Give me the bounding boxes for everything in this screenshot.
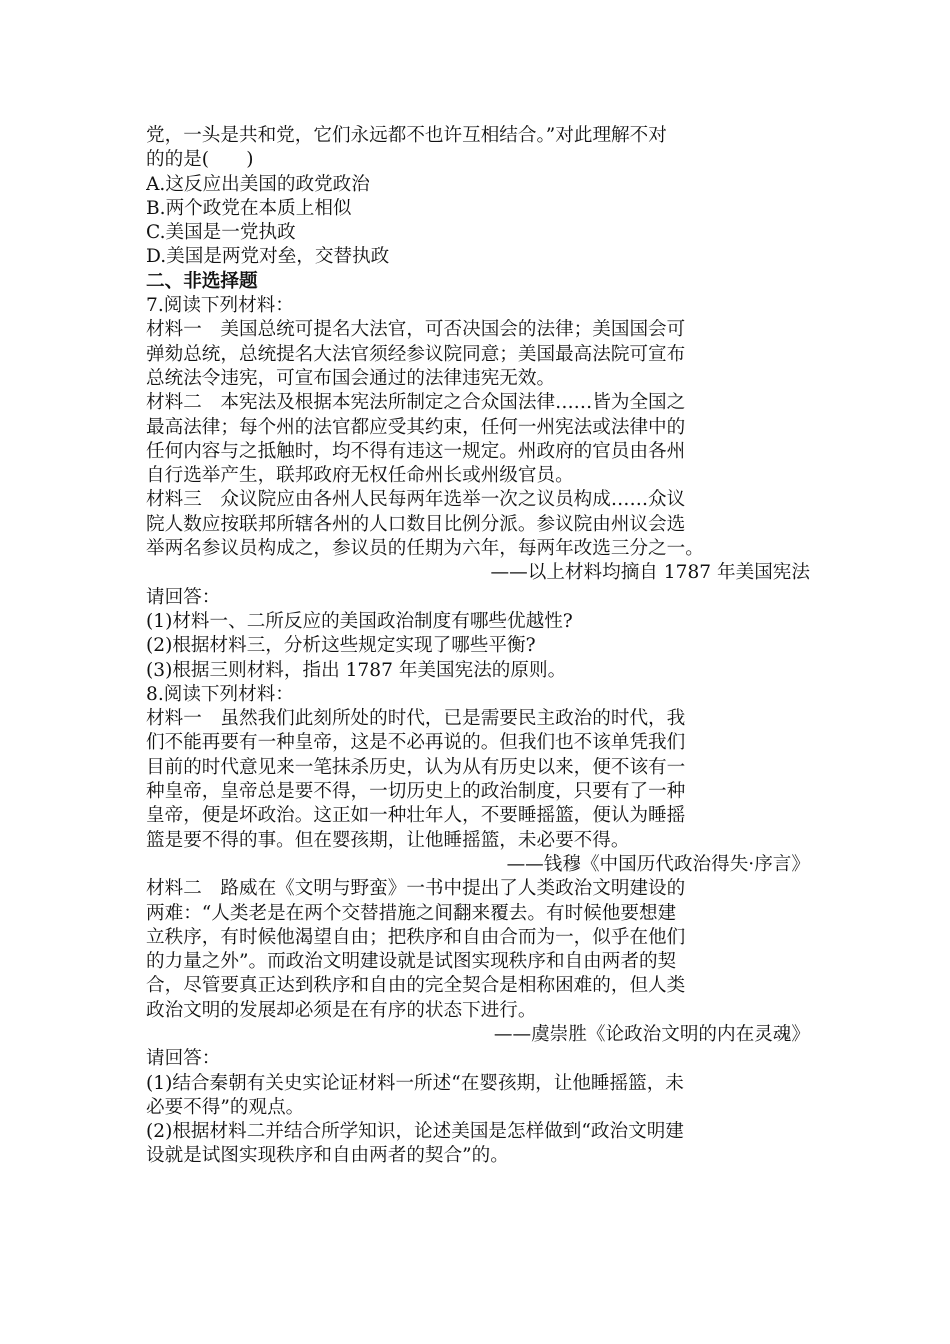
text-line: (3)根据三则材料，指出 1787 年美国宪法的原则。 <box>146 659 567 681</box>
text-line: 的的是( ) <box>146 149 254 171</box>
text-line: 自行选举产生，联邦政府无权任命州长或州级官员。 <box>146 465 574 487</box>
text-line: 任何内容与之抵触时，均不得有违这一规定。州政府的官员由各州 <box>146 440 686 462</box>
section-heading: 二、非选择题 <box>146 270 258 292</box>
text-line: (2)根据材料三，分析这些规定实现了哪些平衡? <box>146 635 536 657</box>
text-line: 总统法令违宪，可宣布国会通过的法律违宪无效。 <box>146 367 556 389</box>
text-line: 皇帝，便是坏政治。这正如一种壮年人，不要睡摇篮，便认为睡摇 <box>146 805 686 827</box>
text-line: 种皇帝，皇帝总是要不得，一切历史上的政治制度，只要有了一种 <box>146 781 686 803</box>
text-line: B.两个政党在本质上相似 <box>146 197 352 219</box>
text-line: 立秩序，有时候他渴望自由；把秩序和自由合而为一，似乎在他们 <box>146 926 686 948</box>
text-line: 请回答： <box>146 1048 221 1070</box>
text-line: D.美国是两党对垒，交替执政 <box>146 246 390 268</box>
text-line: 材料一 虽然我们此刻所处的时代，已是需要民主政治的时代，我 <box>146 708 686 730</box>
text-line: 必要不得”的观点。 <box>146 1096 305 1118</box>
text-line: 合，尽管要真正达到秩序和自由的完全契合是相称困难的，但人类 <box>146 975 686 997</box>
text-line: 最高法律；每个州的法官都应受其约束，任何一州宪法或法律中的 <box>146 416 686 438</box>
source-attribution: ——钱穆《中国历代政治得失·序言》 <box>506 853 810 875</box>
text-line: 政治文明的发展却必须是在有序的状态下进行。 <box>146 999 537 1021</box>
text-line: 举两名参议员构成之，参议员的任期为六年，每两年改选三分之一。 <box>146 538 704 560</box>
text-line: 8.阅读下列材料： <box>146 683 294 705</box>
text-line: 7.阅读下列材料： <box>146 295 294 317</box>
text-line: 们不能再要有一种皇帝，这是不必再说的。但我们也不该单凭我们 <box>146 732 686 754</box>
text-line: C.美国是一党执政 <box>146 222 296 244</box>
text-line: 党，一头是共和党，它们永远都不也许互相结合。”对此理解不对 <box>146 125 667 146</box>
text-line: 院人数应按联邦所辖各州的人口数目比例分派。参议院由州议会选 <box>146 513 686 535</box>
text-line: 材料一 美国总统可提名大法官，可否决国会的法律；美国国会可 <box>146 319 686 341</box>
source-attribution: ——以上材料均摘自 1787 年美国宪法 <box>490 562 810 584</box>
text-line: (1)结合秦朝有关史实论证材料一所述“在婴孩期，让他睡摇篮，未 <box>146 1072 684 1094</box>
text-line: 材料二 本宪法及根据本宪法所制定之合众国法律……皆为全国之 <box>146 392 686 414</box>
text-line: 的力量之外”。而政治文明建设就是试图实现秩序和自由两者的契 <box>146 951 677 973</box>
text-line: 目前的时代意见来一笔抹杀历史，认为从有历史以来，便不该有一 <box>146 756 686 778</box>
source-attribution: ——虞崇胜《论政治文明的内在灵魂》 <box>493 1023 810 1045</box>
text-line: 设就是试图实现秩序和自由两者的契合”的。 <box>146 1145 509 1167</box>
text-line: A.这反应出美国的政党政治 <box>146 173 370 195</box>
text-line: 材料三 众议院应由各州人民每两年选举一次之议员构成……众议 <box>146 489 686 511</box>
document-page <box>146 124 810 1169</box>
text-line: (2)根据材料二并结合所学知识，论述美国是怎样做到“政治文明建 <box>146 1121 684 1143</box>
text-line: 请回答： <box>146 586 221 608</box>
text-line: 材料二 路威在《文明与野蛮》一书中提出了人类政治文明建设的 <box>146 878 686 900</box>
text-line: 弹劾总统，总统提名大法官须经参议院同意；美国最高法院可宣布 <box>146 343 686 365</box>
text-line: (1)材料一、二所反应的美国政治制度有哪些优越性? <box>146 610 573 632</box>
text-line: 两难：“人类老是在两个交替措施之间翻来覆去。有时候他要想建 <box>146 902 677 924</box>
text-line: 篮是要不得的事。但在婴孩期，让他睡摇篮，未必要不得。 <box>146 829 630 851</box>
